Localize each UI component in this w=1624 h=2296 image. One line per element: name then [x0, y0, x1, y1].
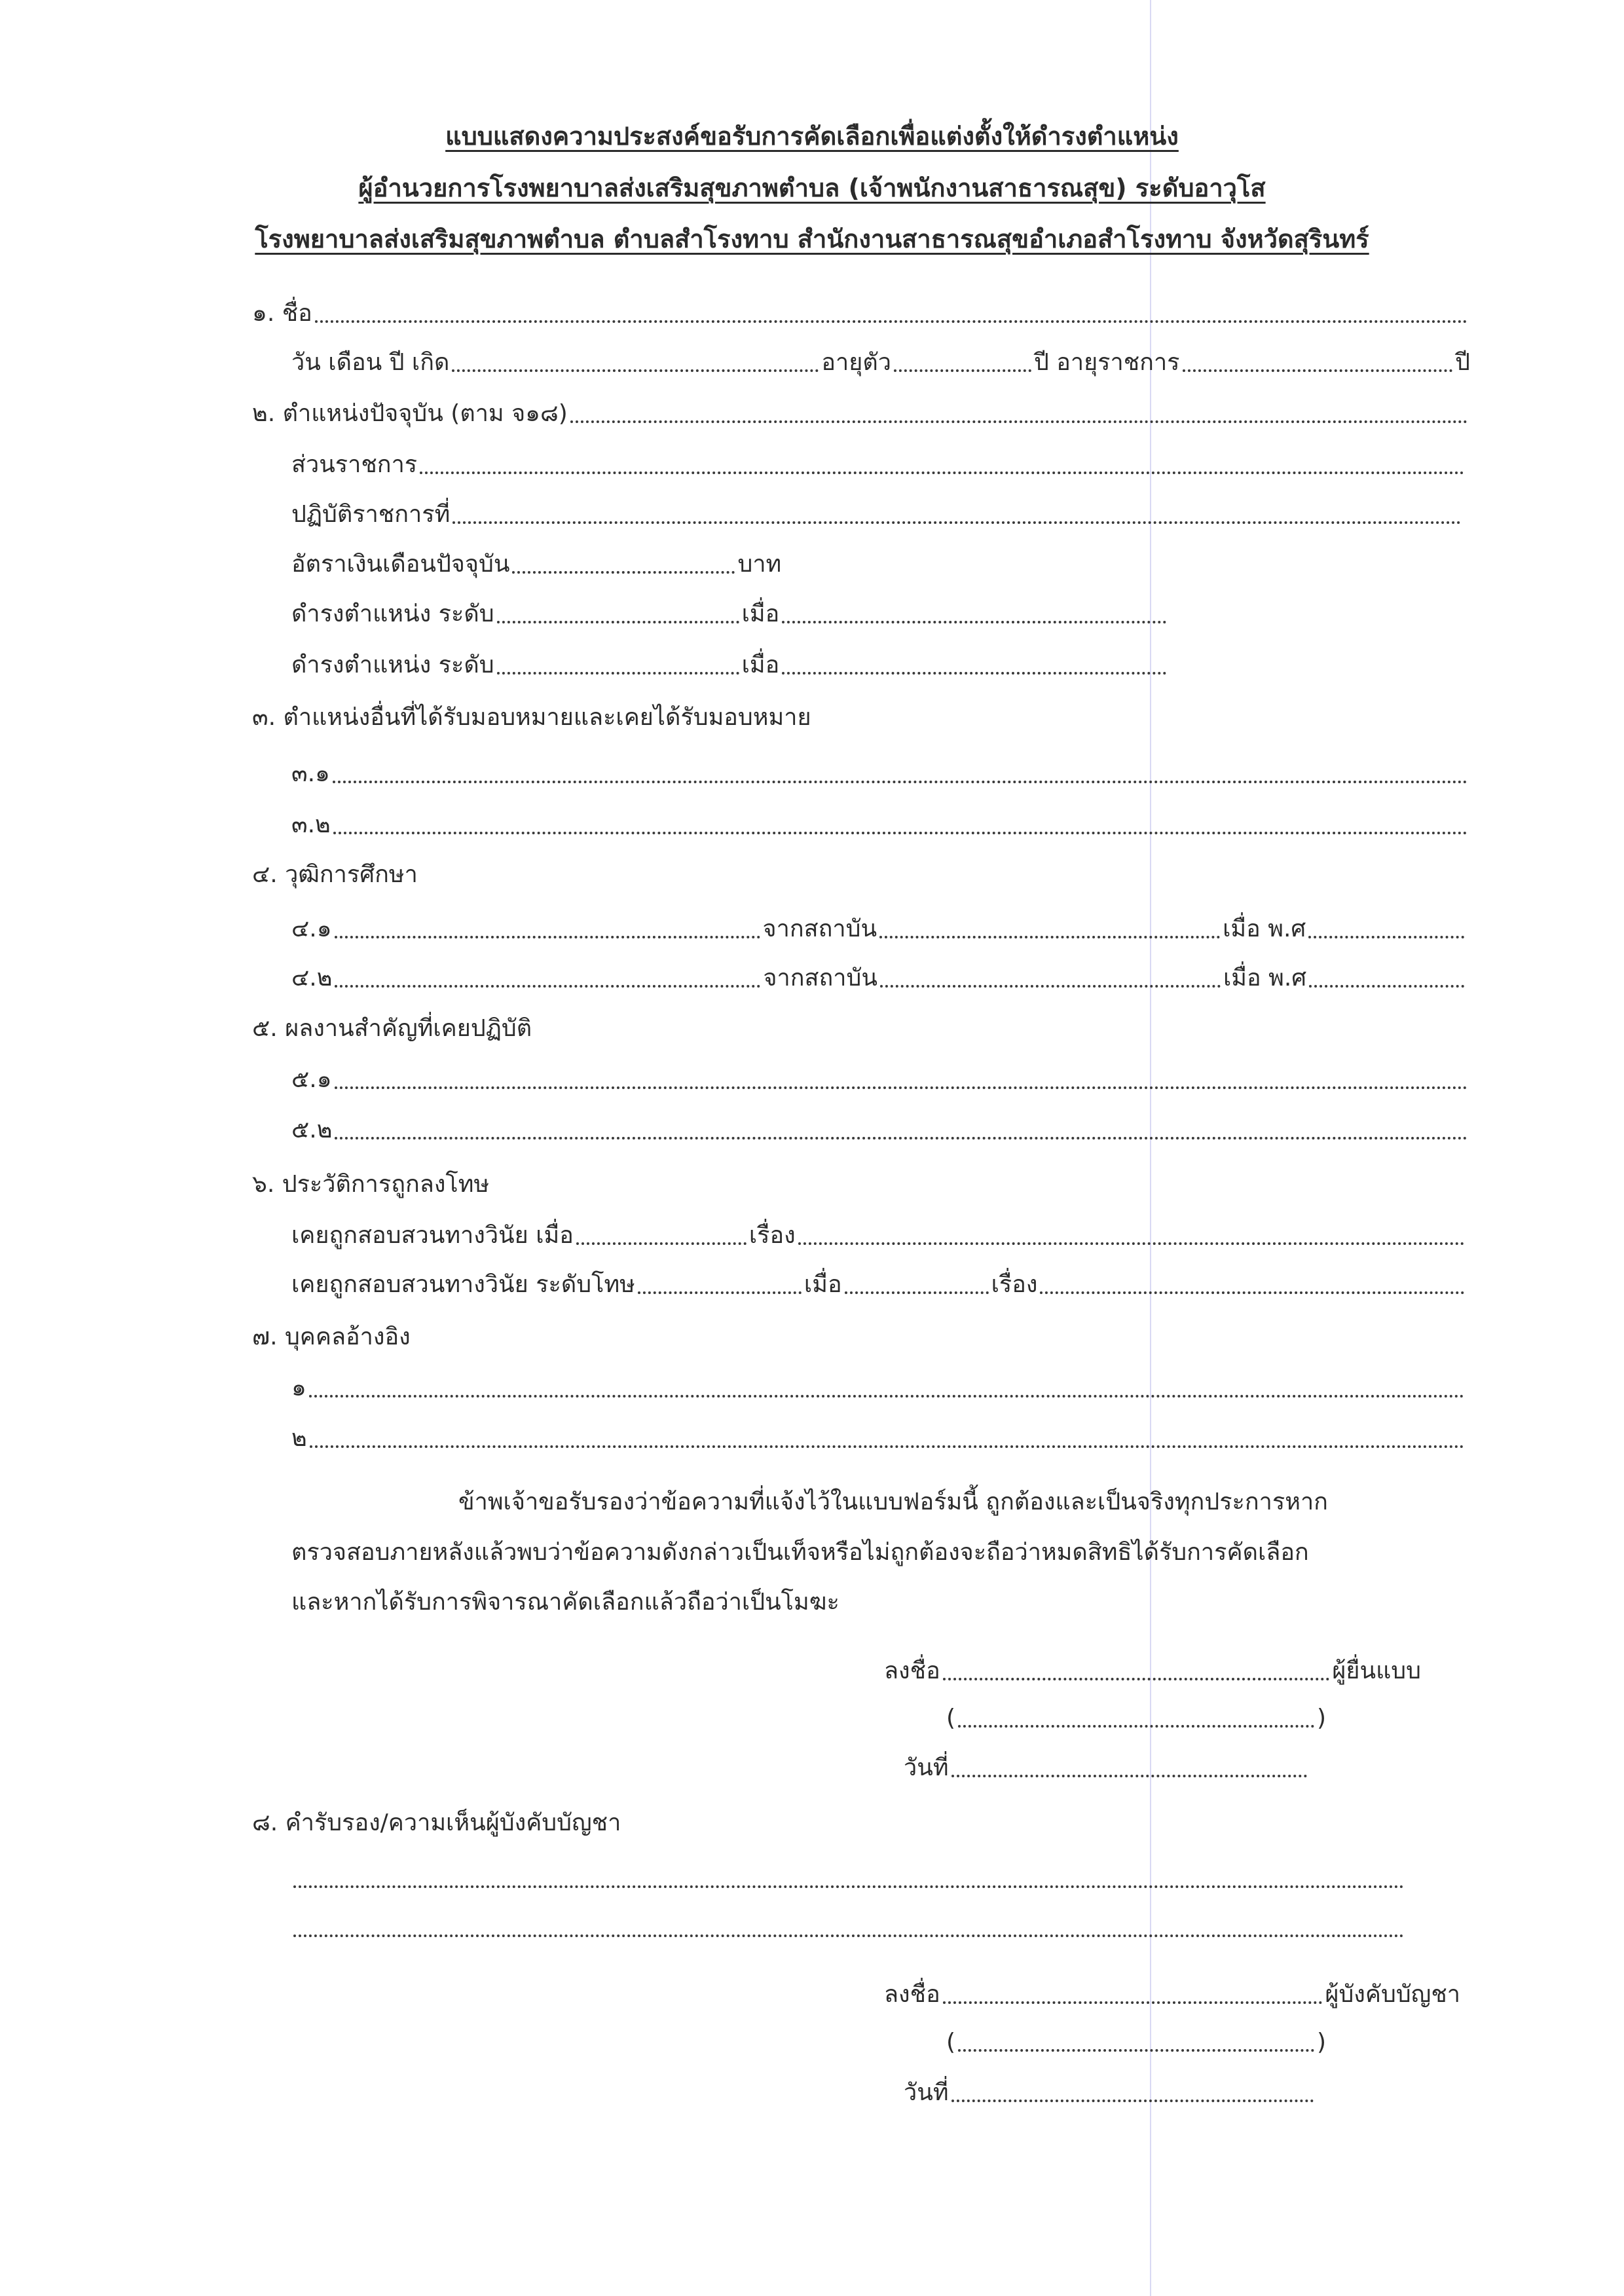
year-field-1[interactable]	[1308, 936, 1464, 938]
supervisor-name-row	[946, 2027, 1326, 2058]
opinion-field-1[interactable]	[293, 1885, 1404, 1888]
level-when-label: เมื่อ	[741, 601, 780, 627]
level-when-label: เมื่อ	[741, 652, 780, 678]
reference-row-1	[291, 1373, 1467, 1404]
supervisor-date-field[interactable]	[951, 2100, 1314, 2102]
when-label: เมื่อ	[803, 1271, 842, 1298]
birth-label: วัน เดือน ปี เกิด	[291, 349, 450, 376]
supervisor-date-row	[904, 2077, 1316, 2109]
achievement-field-2[interactable]	[335, 1137, 1467, 1139]
name-label: ๑. ชื่อ	[252, 300, 312, 327]
date-label: วันที่	[904, 2079, 949, 2106]
item-number: ๕.๒	[291, 1117, 333, 1143]
baht-unit: บาท	[737, 551, 782, 578]
declaration-line-2: ตรวจสอบภายหลังแล้วพบว่าข้อความดังกล่าวเป็นเท็จหรือไม่ถูกต้องจะถือว่าหมดสิทธิได้รับการคัดเลือก	[291, 1539, 1309, 1566]
service-years-label: ปี อายุราชการ	[1033, 349, 1180, 376]
declaration-line-1: ข้าพเจ้าขอรับรองว่าข้อความที่แจ้งไว้ในแบบฟอร์มนี้ ถูกต้องและเป็นจริงทุกประการหาก	[458, 1489, 1328, 1515]
assigned-row-1	[291, 758, 1470, 790]
sign-label: ลงชื่อ	[884, 1981, 940, 2008]
title-line-1: แบบแสดงความประสงค์ขอรับการคัดเลือกเพื่อแต่งตั้งให้ดำรงตำแหน่ง	[445, 122, 1179, 151]
name-field[interactable]	[315, 320, 1467, 323]
level-label: ดำรงตำแหน่ง ระดับ	[291, 601, 494, 627]
item-number: ๒	[291, 1425, 307, 1452]
birth-row	[291, 347, 1470, 379]
workplace-field[interactable]	[452, 521, 1461, 524]
level-field-1[interactable]	[497, 621, 739, 623]
supervisor-signature-field[interactable]	[943, 2001, 1323, 2004]
applicant-signature-field[interactable]	[943, 1678, 1330, 1680]
penalty-level-field[interactable]	[638, 1291, 802, 1294]
declaration-line-3: และหากได้รับการพิจารณาคัดเลือกแล้วถือว่าเป็นโมฆะ	[291, 1589, 840, 1616]
level-date-field-2[interactable]	[782, 672, 1166, 675]
assigned-row-2	[291, 809, 1470, 841]
level-date-field-1[interactable]	[782, 621, 1166, 623]
title-line-3: โรงพยาบาลส่งเสริมสุขภาพตำบล ตำบลสำโรงทาบ สำนักงานสาธารณสุขอำเภอสำโรงทาบ จังหวัดสุรินทร์	[255, 225, 1369, 253]
discipline-heading: ๖. ประวัติการถูกลงโทษ	[252, 1171, 490, 1198]
penalty-date-field[interactable]	[845, 1291, 989, 1294]
name-row	[252, 298, 1470, 329]
salary-field[interactable]	[512, 571, 735, 574]
open-paren: (	[946, 2029, 956, 2056]
supervisor-opinion-heading: ๘. คำรับรอง/ความเห็นผู้บังคับบัญชา	[252, 1809, 621, 1836]
supervisor-role: ผู้บังคับบัญชา	[1325, 1981, 1460, 2008]
institution-field-1[interactable]	[879, 936, 1220, 938]
level-row-2	[291, 650, 1169, 681]
current-position-label: ๒. ตำแหน่งปัจจุบัน (ตาม จ๑๘)	[252, 400, 568, 427]
service-years-field[interactable]	[1183, 369, 1453, 372]
degree-field-2[interactable]	[335, 985, 760, 988]
division-field[interactable]	[420, 472, 1464, 474]
sign-label: ลงชื่อ	[884, 1657, 940, 1684]
salary-label: อัตราเงินเดือนปัจจุบัน	[291, 551, 510, 578]
subject-label: เรื่อง	[991, 1271, 1038, 1298]
assigned-field-1[interactable]	[333, 781, 1467, 783]
workplace-label: ปฏิบัติราชการที่	[291, 501, 451, 528]
division-label: ส่วนราชการ	[291, 451, 418, 478]
item-number: ๓.๒	[291, 811, 331, 838]
level-row-1	[291, 599, 1169, 630]
education-row-1	[291, 914, 1467, 945]
investigation-row-2	[291, 1269, 1467, 1301]
education-row-2	[291, 963, 1467, 994]
supervisor-name-field[interactable]	[958, 2049, 1314, 2052]
item-number: ๕.๑	[291, 1066, 332, 1093]
reference-row-2	[291, 1423, 1467, 1454]
education-heading: ๔. วุฒิการศึกษา	[252, 861, 418, 888]
reference-field-2[interactable]	[310, 1445, 1464, 1448]
title-line-2: ผู้อำนวยการโรงพยาบาลส่งเสริมสุขภาพตำบล (เจ้าพนักงานสาธารณสุข) ระดับอาวุโส	[358, 174, 1266, 202]
year-field-2[interactable]	[1309, 985, 1464, 988]
achievement-field-1[interactable]	[335, 1086, 1467, 1089]
supervisor-signature-row	[884, 1979, 1460, 2010]
scan-artifact-line	[1150, 0, 1151, 2296]
applicant-signature-row	[884, 1656, 1421, 1687]
open-paren: (	[946, 1705, 956, 1731]
reference-field-1[interactable]	[309, 1395, 1464, 1398]
age-field[interactable]	[894, 369, 1031, 372]
investigation-row-1	[291, 1220, 1467, 1251]
birth-date-field[interactable]	[452, 369, 819, 372]
institution-field-2[interactable]	[880, 985, 1221, 988]
applicant-date-row	[904, 1752, 1310, 1784]
division-row	[291, 449, 1467, 481]
date-label: วันที่	[904, 1754, 949, 1781]
salary-row	[291, 549, 815, 580]
institution-label: จากสถาบัน	[762, 916, 877, 942]
investigation-date-field[interactable]	[576, 1242, 747, 1245]
workplace-row	[291, 499, 1464, 530]
age-label: อายุตัว	[821, 349, 891, 376]
year-label: เมื่อ พ.ศ	[1223, 916, 1306, 942]
applicant-date-field[interactable]	[951, 1775, 1307, 1777]
opinion-field-2[interactable]	[293, 1935, 1404, 1937]
assigned-field-2[interactable]	[333, 832, 1467, 834]
references-heading: ๗. บุคคลอ้างอิง	[252, 1324, 411, 1350]
applicant-role: ผู้ยื่นแบบ	[1332, 1657, 1421, 1684]
close-paren: )	[1316, 1705, 1326, 1731]
years-unit: ปี	[1455, 349, 1470, 376]
item-number: ๔.๒	[291, 965, 333, 991]
opinion-row-1	[293, 1863, 1407, 1895]
level-label: ดำรงตำแหน่ง ระดับ	[291, 652, 494, 678]
opinion-row-2	[293, 1912, 1407, 1944]
investigation-label: เคยถูกสอบสวนทางวินัย เมื่อ	[291, 1222, 574, 1249]
investigation-subject-field[interactable]	[798, 1242, 1464, 1245]
close-paren: )	[1316, 2029, 1326, 2056]
item-number: ๓.๑	[291, 760, 330, 787]
applicant-name-row	[946, 1703, 1326, 1734]
applicant-name-field[interactable]	[958, 1725, 1314, 1728]
current-position-field[interactable]	[570, 420, 1467, 423]
penalty-subject-field[interactable]	[1040, 1291, 1464, 1294]
current-position-row	[252, 398, 1470, 430]
achievements-heading: ๕. ผลงานสำคัญที่เคยปฏิบัติ	[252, 1015, 532, 1042]
level-field-2[interactable]	[497, 672, 739, 675]
degree-field-1[interactable]	[335, 936, 760, 938]
institution-label: จากสถาบัน	[763, 965, 877, 991]
year-label: เมื่อ พ.ศ	[1223, 965, 1307, 991]
subject-label: เรื่อง	[748, 1222, 796, 1249]
penalty-label: เคยถูกสอบสวนทางวินัย ระดับโทษ	[291, 1271, 635, 1298]
item-number: ๑	[291, 1375, 306, 1401]
assigned-positions-heading: ๓. ตำแหน่งอื่นที่ได้รับมอบหมายและเคยได้รับมอบหมาย	[252, 704, 811, 731]
item-number: ๔.๑	[291, 916, 332, 942]
achievement-row-2	[291, 1115, 1470, 1146]
achievement-row-1	[291, 1064, 1470, 1096]
